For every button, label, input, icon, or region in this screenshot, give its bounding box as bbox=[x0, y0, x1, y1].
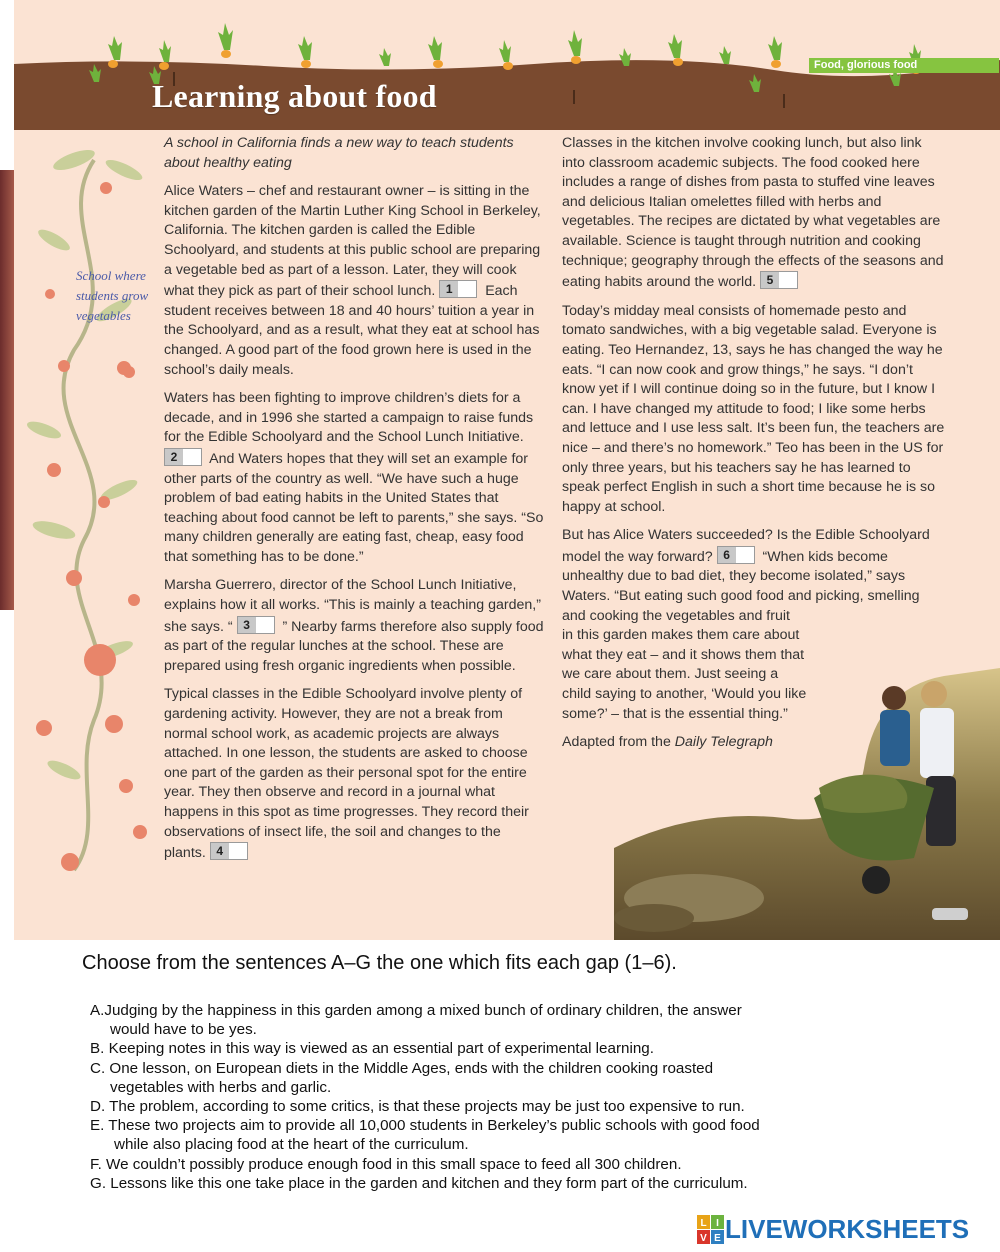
task-instruction: Choose from the sentences A–G the one which fits each gap (1–6). bbox=[82, 952, 677, 974]
logo-letter-e: E bbox=[714, 1233, 721, 1244]
magazine-page bbox=[14, 0, 1000, 940]
paragraph-text: what they eat – and it shows them that bbox=[562, 646, 805, 663]
paragraph-text: Waters has been fighting to improve children’s diets for a decade, and in 1996 she started a campaign to raise funds for the Edible Schoolyard and the School Lunch Initiative. bbox=[164, 390, 534, 446]
option-a-cont: would have to be yes. bbox=[110, 1021, 257, 1039]
gap-number: 5 bbox=[761, 272, 779, 288]
paragraph-text: “When kids become unhealthy due to bad diet, they become isolated,” says Waters. “But eating such good food and picking, smelling and cooking the vegetables and fruit bbox=[562, 548, 920, 624]
margin-caption: School where students grow vegetables bbox=[76, 268, 149, 323]
answer-gap-1[interactable] bbox=[439, 280, 477, 298]
paragraph-text: in this garden makes them care about bbox=[562, 627, 800, 644]
source-prefix: Adapted from the bbox=[562, 734, 671, 751]
gap-number: 6 bbox=[718, 547, 736, 563]
paragraph-text: Alice Waters – chef and restaurant owner – is sitting in the kitchen garden of the Martin Luther King School in Berkeley, California. The kitchen garden is called the Edible Schoolyard, and students at this public school are preparing a vegetable bed as part of a lesson. Later, they will cook what they pick as part of their school lunch. bbox=[164, 183, 541, 300]
paragraph-text: Classes in the kitchen involve cooking lunch, but also link into classroom academic subjects. The food cooked here includes a range of dishes from pasta to stuffed vine leaves and delicious Italian omelettes filled with herbs and vegetables. The recipes are dictated by what vegetables are available. Science is taught through nutrition and cooking technique; geography through the effects of the seasons and eating habits around the world. bbox=[562, 135, 944, 291]
paragraph-1 bbox=[164, 182, 544, 380]
option-f: F. We couldn’t possibly produce enough food in this small space to feed all 300 children. bbox=[90, 1155, 682, 1173]
gap-input[interactable] bbox=[780, 272, 797, 288]
paragraph-text: Typical classes in the Edible Schoolyard involve plenty of gardening activity. However, they are not a break from normal school work, as academic projects are always attached. In one lesson, the students are asked to choose one part of the garden as their personal spot for the entire year. They then observe and record in a journal what happens in this spot as time progresses. They record their observations of insect life, the soil and changes to the plants. bbox=[164, 686, 529, 862]
gap-input[interactable] bbox=[459, 281, 476, 297]
paragraph-text: we care about them. Just seeing a bbox=[562, 666, 779, 683]
article-subtitle: A school in California finds a new way to teach students about healthy eating bbox=[164, 135, 514, 171]
paragraph-4 bbox=[164, 685, 544, 863]
paragraph-2 bbox=[164, 389, 544, 567]
answer-gap-3[interactable] bbox=[237, 616, 275, 634]
paragraph-text: And Waters hopes that they will set an example for other parts of the country as well. “We have such a huge problem of bad eating habits in the United States that teaching about food cannot be left to parents,” she says. “So many children generally are eating fast, cheap, easy food that something has to be done.” bbox=[164, 450, 544, 565]
liveworksheets-brand[interactable]: LIVEWORKSHEETS bbox=[725, 1214, 970, 1244]
paragraph-6: Today’s midday meal consists of homemade pesto and tomato sandwiches, with a big vegetable salad. Everyone is eating. Teo Hernandez, 13, says he has changed the way he eats. “I can now cook and grow things,” he says. “I don’t know yet if I will continue doing so in the future, but I know I can. I have changed my attitude to food; I like some herbs and lettuce and I use less salt. It’s been fun, the teachers are nice – and there’s no homework.” Teo has been in the US for only three years, but his teachers say he has learned to speak perfect English in such a short time because he is so happy at school. bbox=[562, 302, 945, 515]
gap-input[interactable] bbox=[184, 449, 201, 465]
option-e: E. These two projects aim to provide all 10,000 students in Berkeley’s public schools with good food bbox=[90, 1117, 760, 1135]
gap-number: 3 bbox=[238, 617, 256, 633]
option-d: D. The problem, according to some critics, is that these projects may be just too expensive to run. bbox=[90, 1098, 745, 1116]
liveworksheets-logo-icon bbox=[697, 1215, 725, 1245]
answer-gap-2[interactable] bbox=[164, 448, 202, 466]
left-photo-edge bbox=[0, 170, 14, 610]
article-column-left bbox=[164, 134, 544, 873]
paragraph-text: But has Alice Waters succeeded? Is the Edible Schoolyard model the way forward? bbox=[562, 527, 930, 565]
option-b: B. Keeping notes in this way is viewed as an essential part of experimental learning. bbox=[90, 1040, 654, 1058]
paragraph-text: child saying to another, ‘Would you like bbox=[562, 686, 807, 703]
gap-input[interactable] bbox=[737, 547, 754, 563]
option-c: C. One lesson, on European diets in the Middle Ages, ends with the children cooking roasted bbox=[90, 1059, 714, 1077]
logo-letter-v: V bbox=[700, 1233, 707, 1244]
gap-number: 1 bbox=[440, 281, 458, 297]
answer-options bbox=[90, 1001, 860, 1193]
logo-letter-l: L bbox=[700, 1218, 707, 1229]
article-title: Learning about food bbox=[152, 78, 437, 114]
children-garden-photo bbox=[614, 668, 1000, 940]
answer-gap-4[interactable] bbox=[210, 842, 248, 860]
gap-number: 4 bbox=[211, 843, 229, 859]
paragraph-3 bbox=[164, 576, 544, 676]
section-tag: Food, glorious food bbox=[809, 58, 999, 73]
gap-number: 2 bbox=[165, 449, 183, 465]
source-name: Daily Telegraph bbox=[674, 734, 773, 751]
option-a: A.Judging by the happiness in this garden among a mixed bunch of ordinary children, the answer bbox=[90, 1002, 742, 1019]
paragraph-5 bbox=[562, 134, 946, 293]
answer-gap-6[interactable] bbox=[717, 546, 755, 564]
paragraph-text: ” Nearby farms therefore also supply food as part of the regular lunches at the school. These are prepared using fresh organic ingredients when possible. bbox=[164, 618, 544, 674]
gap-input[interactable] bbox=[257, 617, 274, 633]
option-c-cont: vegetables with herbs and garlic. bbox=[110, 1078, 332, 1096]
option-g: G. Lessons like this one take place in the garden and kitchen and they form part of the curriculum. bbox=[90, 1174, 748, 1192]
paragraph-text: some?’ – that is the essential thing.” bbox=[562, 705, 788, 722]
option-e-cont: while also placing food at the heart of the curriculum. bbox=[114, 1136, 469, 1154]
paragraph-text: Marsha Guerrero, director of the School Lunch Initiative, explains how it all works. “This is mainly a teaching garden,” she says. “ bbox=[164, 577, 541, 635]
gap-input[interactable] bbox=[230, 843, 247, 859]
paragraph-text: Each student receives between 18 and 40 hours’ tuition a year in the Schoolyard, and as a result, what they eat at school has changed. A good part of the food grown here is used in the school’s daily meals. bbox=[164, 283, 540, 378]
answer-gap-5[interactable] bbox=[760, 271, 798, 289]
logo-letter-i: I bbox=[716, 1218, 719, 1229]
tomato-vine-illustration bbox=[14, 130, 164, 890]
